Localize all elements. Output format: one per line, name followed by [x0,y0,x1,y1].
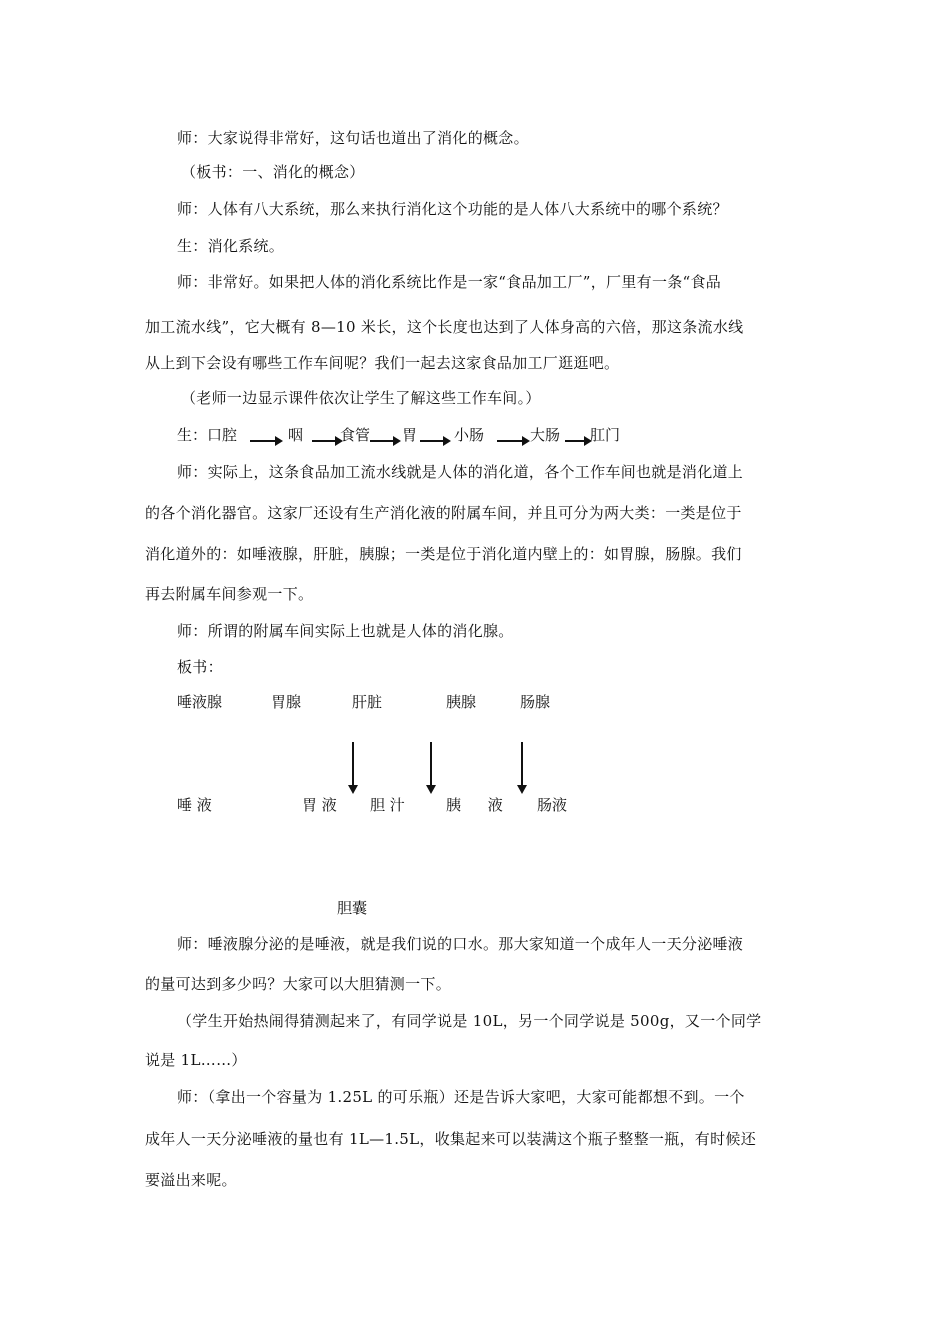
juice-label: 唾 液 [177,796,212,814]
juice-label: 胰 液 [446,796,503,814]
flow-item: 胃 [402,426,418,444]
juice-label: 胃 液 [302,796,337,814]
paragraph-line: 成年人一天分泌唾液的量也有 1L—1.5L，收集起来可以装满这个瓶子整整一瓶，有时候还 [145,1130,756,1148]
paragraph-line: 师：所谓的附属车间实际上也就是人体的消化腺。 [177,622,514,640]
paragraph-line: 师：（拿出一个容量为 1.25L 的可乐瓶）还是告诉大家吧，大家可能都想不到。一个 [177,1088,745,1106]
flow-item: 食管 [340,426,371,444]
flow-arrow [312,440,336,442]
paragraph-line: （板书：一、消化的概念） [181,163,365,181]
gland-label: 肝脏 [352,693,383,711]
flow-arrow [497,440,523,442]
flow-prefix: 生：口腔 [177,426,238,444]
paragraph-line: （学生开始热闹得猜测起来了，有同学说是 10L，另一个同学说是 500g，又一个同学 [177,1012,762,1030]
paragraph-line: 的量可达到多少吗？大家可以大胆猜测一下。 [145,975,452,993]
juice-label: 肠液 [537,796,568,814]
paragraph-line: 消化道外的：如唾液腺，肝脏，胰腺；一类是位于消化道内壁上的：如胃腺，肠腺。我们 [145,545,742,563]
paragraph-line: 师：非常好。如果把人体的消化系统比作是一家“食品加工厂”，厂里有一条“食品 [177,273,722,291]
flow-arrow [250,440,276,442]
paragraph-line: 师：唾液腺分泌的是唾液，就是我们说的口水。那大家知道一个成年人一天分泌唾液 [177,935,744,953]
flow-item: 大肠 [530,426,561,444]
down-arrow [521,742,523,786]
paragraph-line: 说是 1L……） [145,1051,247,1069]
paragraph-line: 师：大家说得非常好，这句话也道出了消化的概念。 [177,129,529,147]
paragraph-line: 再去附属车间参观一下。 [145,585,314,603]
paragraph-line: 加工流水线”，它大概有 8—10 米长，这个长度也达到了人体身高的六倍，那这条流水线 [145,318,744,336]
down-arrow [352,742,354,786]
paragraph-line: 师：人体有八大系统，那么来执行消化这个功能的是人体八大系统中的哪个系统？ [177,200,728,218]
gland-label: 肠腺 [520,693,551,711]
gland-label: 胃腺 [271,693,302,711]
paragraph-line: 板书： [177,658,223,676]
paragraph-line: 要溢出来呢。 [145,1171,237,1189]
flow-arrow [565,440,585,442]
flow-item: 肛门 [590,426,621,444]
flow-arrow [370,440,394,442]
gland-label: 唾液腺 [177,693,223,711]
paragraph-line: 生：消化系统。 [177,237,285,255]
flow-item: 小肠 [454,426,485,444]
paragraph-line: 从上到下会设有哪些工作车间呢？我们一起去这家食品加工厂逛逛吧。 [145,354,620,372]
paragraph-line: （老师一边显示课件依次让学生了解这些工作车间。） [181,389,541,407]
down-arrow [430,742,432,786]
paragraph-line: 的各个消化器官。这家厂还设有生产消化液的附属车间，并且可分为两大类：一类是位于 [145,504,742,522]
flow-arrow [420,440,444,442]
paragraph-line: 师：实际上，这条食品加工流水线就是人体的消化道，各个工作车间也就是消化道上 [177,463,744,481]
gallbladder-label: 胆囊 [337,899,368,917]
juice-label: 胆 汁 [370,796,405,814]
gland-label: 胰腺 [446,693,477,711]
flow-item: 咽 [288,426,304,444]
